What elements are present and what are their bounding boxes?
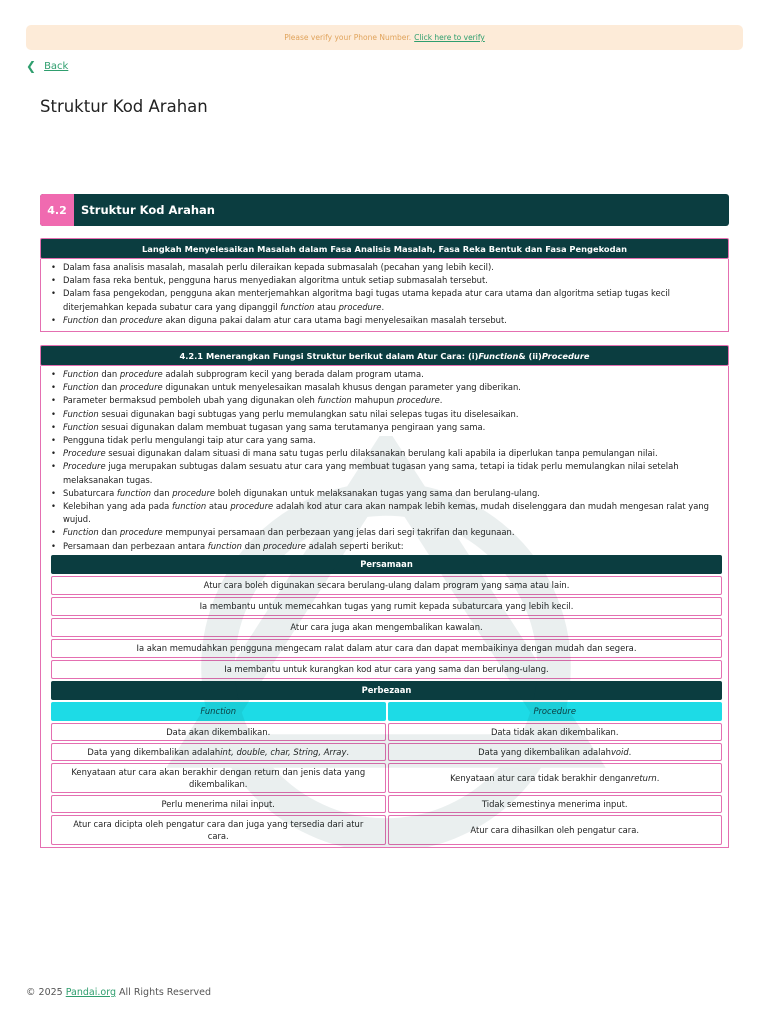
box2-list-item: • Persamaan dan perbezaan antara function dan procedure adalah seperti berikut: <box>51 540 722 553</box>
similarities-heading: Persamaan <box>51 555 722 574</box>
box2-list-item: • Procedure juga merupakan subtugas dalam sesuatu atur cara yang membuat tugasan yang sama, tetapi ia tidak perlu memulangkan nilai setelah melaksanakan tugas. <box>51 460 722 486</box>
similarity-row: Ia akan memudahkan pengguna mengecam ralat dalam atur cara dan dapat membaikinya dengan mudah dan segera. <box>51 639 722 658</box>
section-title: Struktur Kod Arahan <box>81 203 215 217</box>
difference-cell-function: Kenyataan atur cara akan berakhir dengan return dan jenis data yang dikembalikan. <box>51 763 386 793</box>
lesson-content <box>40 238 729 848</box>
section-header <box>40 194 729 226</box>
column-header-function: Function <box>51 702 386 721</box>
difference-cell-procedure: Tidak semestinya menerima input. <box>388 795 723 813</box>
box1-list <box>51 261 722 327</box>
box2-list <box>51 368 722 553</box>
differences-heading: Perbezaan <box>51 681 722 700</box>
difference-cell-procedure: Kenyataan atur cara tidak berakhir dengan return . <box>388 763 723 793</box>
page-title: Struktur Kod Arahan <box>40 97 208 116</box>
box2-list-item: • Subaturcara function dan procedure boleh digunakan untuk melaksanakan tugas yang sama dan berulang-ulang. <box>51 487 722 500</box>
difference-cell-procedure: Atur cara dihasilkan oleh pengatur cara. <box>388 815 723 845</box>
similarity-row: Ia membantu untuk memecahkan tugas yang rumit kepada subaturcara yang lebih kecil. <box>51 597 722 616</box>
footer <box>26 987 211 998</box>
box2-list-item: • Parameter bermaksud pemboleh ubah yang digunakan oleh function mahupun procedure. <box>51 394 722 407</box>
box2-heading: 4.2.1 Menerangkan Fungsi Struktur berikut dalam Atur Cara: (i) Function & (ii) Procedure <box>40 345 729 366</box>
chevron-left-icon: ❮ <box>26 59 37 73</box>
box1-list-item: • Function dan procedure akan diguna pakai dalam atur cara utama bagi menyelesaikan masalah tersebut. <box>51 314 722 327</box>
verify-link[interactable]: Click here to verify <box>414 33 485 42</box>
box1-heading: Langkah Menyelesaikan Masalah dalam Fasa Analisis Masalah, Fasa Reka Bentuk dan Fasa Pengekodan <box>40 238 729 259</box>
box1-body <box>40 259 729 332</box>
footer-copyright: © 2025 <box>26 987 63 998</box>
difference-cell-procedure: Data yang dikembalikan adalah void . <box>388 743 723 761</box>
difference-cell-function: Atur cara dicipta oleh pengatur cara dan juga yang tersedia dari atur cara. <box>51 815 386 845</box>
difference-cell-procedure: Data tidak akan dikembalikan. <box>388 723 723 741</box>
box2-list-item: • Kelebihan yang ada pada function atau procedure adalah kod atur cara akan nampak lebih kemas, mudah diselenggara dan mudah mengesan ralat yang wujud. <box>51 500 722 526</box>
box2-list-item: • Function sesuai digunakan bagi subtugas yang perlu memulangkan satu nilai selepas tugas itu diselesaikan. <box>51 408 722 421</box>
section-number: 4.2 <box>40 194 74 226</box>
box1-list-item: • Dalam fasa analisis masalah, masalah perlu dileraikan kepada submasalah (pecahan yang lebih kecil). <box>51 261 722 274</box>
box2-list-item: • Procedure sesuai digunakan dalam situasi di mana satu tugas perlu dilaksanakan berulang kali apabila ia diperlukan tanpa pemulangan nilai. <box>51 447 722 460</box>
footer-rights: All Rights Reserved <box>119 987 212 998</box>
back-link[interactable] <box>26 59 68 73</box>
column-header-procedure: Procedure <box>388 702 723 721</box>
box2-body <box>40 366 729 848</box>
difference-cell-function: Perlu menerima nilai input. <box>51 795 386 813</box>
box2-list-item: • Pengguna tidak perlu mengulangi taip atur cara yang sama. <box>51 434 722 447</box>
box2-list-item: • Function sesuai digunakan dalam membuat tugasan yang sama terutamanya pengiraan yang sama. <box>51 421 722 434</box>
similarity-row: Ia membantu untuk kurangkan kod atur cara yang sama dan berulang-ulang. <box>51 660 722 679</box>
difference-cell-function: Data akan dikembalikan. <box>51 723 386 741</box>
box2-list-item: • Function dan procedure mempunyai persamaan dan perbezaan yang jelas dari segi takrifan dan kegunaan. <box>51 526 722 539</box>
similarities-list <box>51 576 722 679</box>
box1-list-item: • Dalam fasa reka bentuk, pengguna harus menyediakan algoritma untuk setiap submasalah tersebut. <box>51 274 722 287</box>
verify-message: Please verify your Phone Number. <box>284 33 412 42</box>
verify-phone-banner <box>26 25 743 50</box>
back-label[interactable]: Back <box>44 60 69 72</box>
differences-table <box>51 702 722 845</box>
footer-link[interactable]: Pandai.org <box>65 987 116 998</box>
difference-cell-function: Data yang dikembalikan adalah int, double, char, String, Array . <box>51 743 386 761</box>
box1-list-item: • Dalam fasa pengekodan, pengguna akan menterjemahkan algoritma bagi tugas utama kepada atur cara utama dan algoritma setiap tugas kecil diterjemahkan kepada subatur cara yang dipanggil function atau procedure. <box>51 287 722 313</box>
box2-list-item: • Function dan procedure adalah subprogram kecil yang berada dalam program utama. <box>51 368 722 381</box>
box2-list-item: • Function dan procedure digunakan untuk menyelesaikan masalah khusus dengan parameter yang diberikan. <box>51 381 722 394</box>
similarity-row: Atur cara juga akan mengembalikan kawalan. <box>51 618 722 637</box>
similarity-row: Atur cara boleh digunakan secara berulang-ulang dalam program yang sama atau lain. <box>51 576 722 595</box>
